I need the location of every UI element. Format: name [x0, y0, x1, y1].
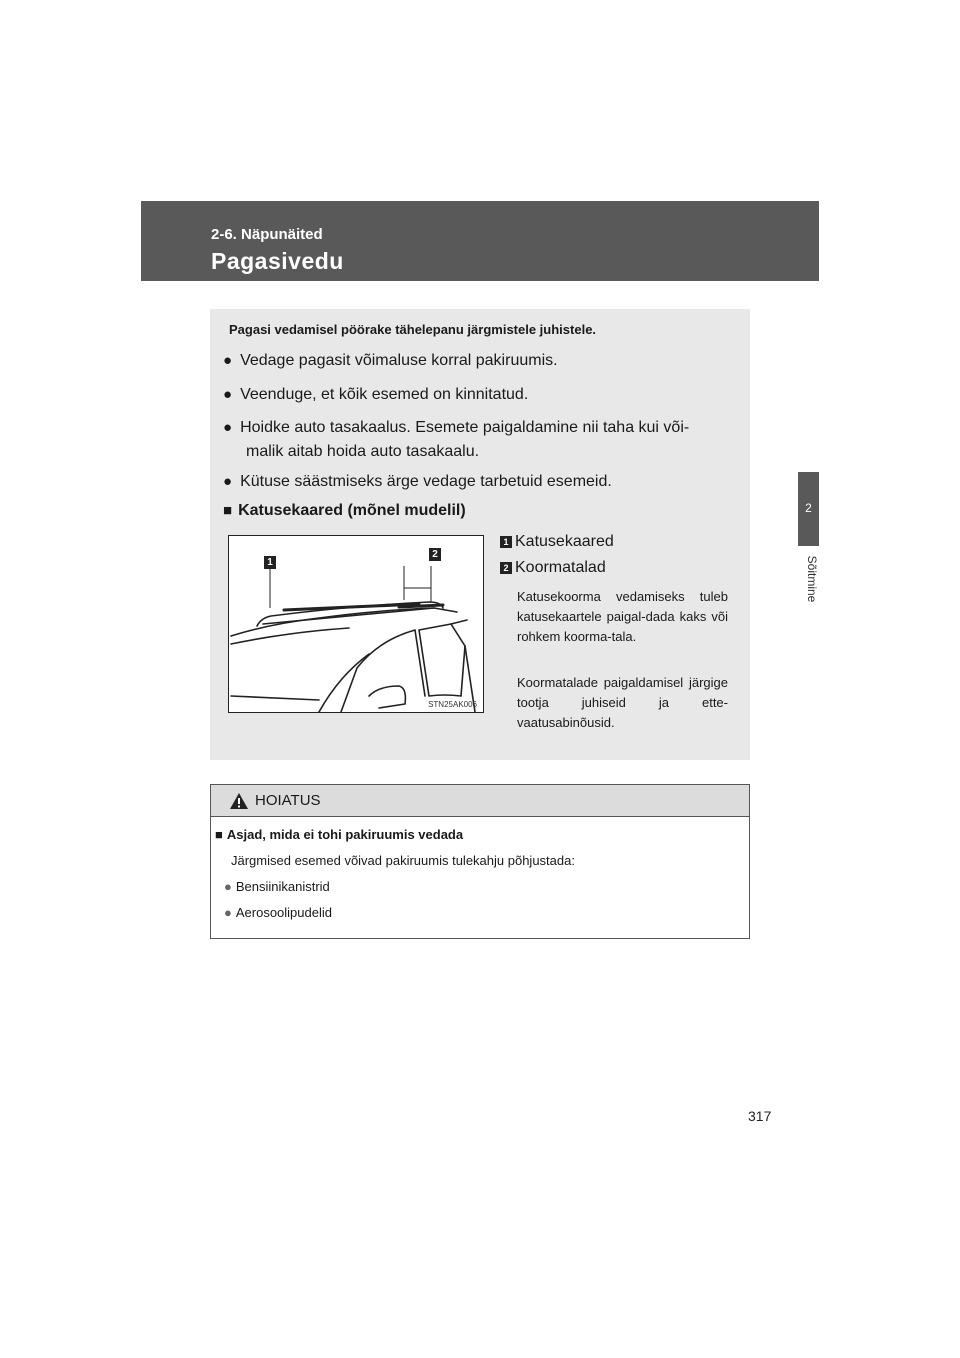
warning-subheading: ■ Asjad, mida ei tohi pakiruumis vedada [215, 827, 464, 842]
legend-item [500, 532, 614, 552]
note-text: Koormatalade paigaldamisel järgige tootja juhiseid ja ette-vaatusabinõusid. [517, 675, 728, 730]
bullet-icon: ● [223, 473, 233, 490]
figure-code: STN25AK006 [428, 700, 477, 709]
chapter-tab [798, 472, 819, 546]
subheading: ■ Katusekaared (mõnel mudelil) [223, 502, 466, 519]
list-item: ● Vedage pagasit võimaluse korral pakiruumis. [223, 352, 558, 369]
callout-2: 2 [429, 548, 441, 561]
list-item: ● Veenduge, et kõik esemed on kinnitatud. [223, 386, 529, 403]
list-item: ● Bensiinikanistrid [224, 879, 330, 894]
bullet-icon: ● [223, 386, 233, 403]
chapter-name: Sõitmine [805, 555, 819, 603]
bullet-icon: ● [224, 905, 232, 920]
warning-title: HOIATUS [255, 792, 321, 809]
info-box [210, 309, 750, 760]
square-bullet-icon: ■ [215, 827, 223, 842]
callout-1: 1 [264, 556, 276, 569]
legend-label: Katusekaared [515, 533, 614, 550]
section-label: 2-6. Näpunäited [211, 226, 323, 243]
bullet-icon: ● [223, 352, 233, 369]
page-title: Pagasivedu [211, 248, 344, 274]
note-text: Katusekoorma vedamiseks tuleb katusekaartele paigal-dada kaks või rohkem koorma-tala. [517, 589, 728, 644]
roof-rack-illustration [228, 535, 484, 713]
legend-number: 1 [500, 536, 512, 548]
square-bullet-icon: ■ [223, 502, 233, 519]
bullet-icon: ● [223, 419, 233, 436]
warning-triangle-icon [229, 792, 249, 810]
list-item: ● Aerosoolipudelid [224, 905, 332, 920]
intro-text: Pagasi vedamisel pöörake tähelepanu järgmistele juhistele. [229, 322, 597, 337]
list-item: ● Kütuse säästmiseks ärge vedage tarbetuid esemeid. [223, 473, 612, 490]
legend-label: Koormatalad [515, 559, 606, 576]
warning-box [210, 784, 750, 939]
chapter-header [141, 201, 819, 281]
page-number: 317 [748, 1108, 772, 1124]
list-item: ● Hoidke auto tasakaalus. Esemete paigaldamine nii taha kui või- malik aitab hoida auto tasakaalu. [223, 419, 690, 460]
legend-number: 2 [500, 562, 512, 574]
bullet-icon: ● [224, 879, 232, 894]
warning-text: Järgmised esemed võivad pakiruumis tulekahju põhjustada: [231, 853, 575, 868]
chapter-number: 2 [805, 501, 812, 515]
legend-item [500, 558, 606, 578]
warning-header [211, 785, 749, 817]
